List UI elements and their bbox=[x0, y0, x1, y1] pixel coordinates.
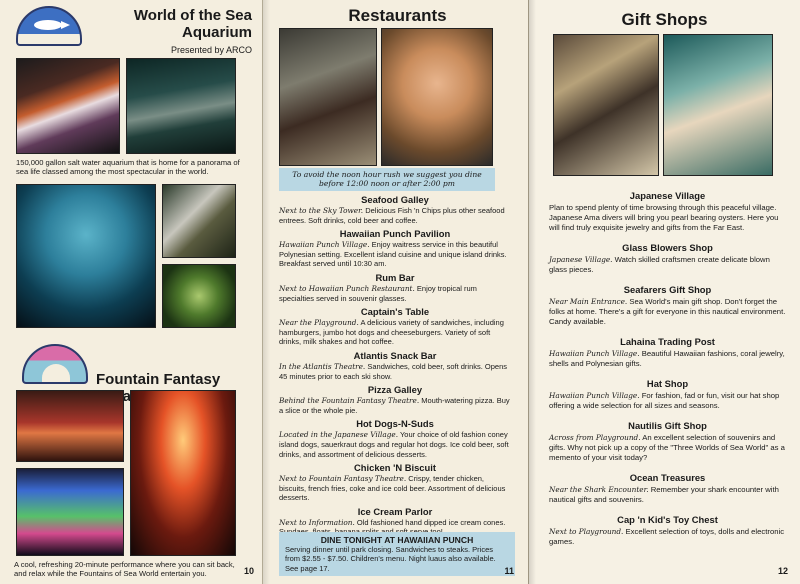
list-item: Hot Dogs-N-Suds Located in the Japanese Village. Your choice of old fashion coney island dogs, sauerkraut dogs and regular hot dogs. Ice cold beer, soft drinks, and assortment of delicious desserts. bbox=[279, 418, 509, 459]
list-item: Rum Bar Next to Hawaiian Punch Restaurant. Enjoy tropical rum specialties served in souvenir glasses. bbox=[279, 271, 477, 303]
moray-eel-photo bbox=[162, 184, 236, 258]
aquarium-title: World of the Sea Aquarium bbox=[133, 7, 252, 41]
page-number: 10 bbox=[244, 566, 255, 576]
list-item: Pizza Galley Behind the Fountain Fantasy Theatre. Mouth-watering pizza. Buy a slice or the whole pie. bbox=[279, 384, 510, 415]
child-ice-cream-photo bbox=[381, 28, 493, 166]
list-item: Ocean Treasures Near the Shark Encounter. Remember your shark encounter with nautical gifts and souvenirs. bbox=[549, 472, 779, 504]
list-item: Glass Blowers Shop Japanese Village. Watch skilled craftsmen create delicate blown glass pieces. bbox=[549, 242, 770, 274]
list-item: Japanese Village Plan to spend plenty of time browsing through this peaceful village. Japanese Ama divers will bring you pearl bearing oysters. Here you will find truly exquisite jewelry and gifts from the Far East. bbox=[549, 190, 779, 232]
list-item: Lahaina Trading Post Hawaiian Punch Village. Beautiful Hawaiian fashions, coral jewelry, shells and Polynesian gifts. bbox=[549, 336, 785, 368]
theatre-stage-photo bbox=[16, 390, 124, 462]
fountain-title: Fountain Fantasy bbox=[96, 371, 221, 388]
fountain-theatre-logo-icon bbox=[22, 344, 88, 384]
colored-fountains-photo bbox=[16, 468, 124, 556]
gift-shop-counter-photo bbox=[553, 34, 659, 176]
list-item: Atlantis Snack Bar In the Atlantis Theatre. Sandwiches, cold beer, soft drinks. Opens 45 minutes prior to each ski show. bbox=[279, 349, 508, 381]
restaurants-title: Restaurants bbox=[348, 6, 447, 25]
fountain-caption: A cool, refreshing 20-minute performance where you can sit back, and relax while the Fountains of Sea World entertain you. bbox=[14, 560, 235, 579]
aquarium-header bbox=[16, 6, 252, 55]
gift-shops-title: Gift Shops bbox=[621, 10, 708, 29]
page-restaurants bbox=[262, 0, 528, 584]
sea-world-fish-logo-icon bbox=[16, 6, 82, 46]
page-aquarium-theatre bbox=[0, 0, 262, 584]
list-item: Ice Cream Parlor Next to Information. Old fashioned hand dipped ice cream cones. bbox=[279, 505, 506, 527]
page-number: 12 bbox=[777, 566, 788, 576]
restaurant-list bbox=[279, 194, 511, 540]
presented-by: Presented by ARCO bbox=[170, 45, 252, 55]
wrasse-fish-photo bbox=[16, 58, 120, 154]
shark-photo bbox=[126, 58, 236, 154]
dinner-title: DINE TONIGHT AT HAWAIIAN PUNCH bbox=[320, 535, 474, 545]
page-gift-shops bbox=[528, 0, 800, 584]
restaurant-interior-photo bbox=[279, 28, 377, 166]
ama-diver-photo bbox=[663, 34, 773, 176]
list-item: Captain's Table Near the Playground. A delicious variety of sandwiches, including hamburgers, jumbo hot dogs and cheeseburgers. Variety of soft drinks, milk shakes and hot coffee. bbox=[279, 306, 504, 347]
list-item: Nautilis Gift Shop Across from Playground. An excellent selection of souvenirs and gifts. Why not pick up a copy of the "Three Worlds of Sea World" as a memento of your visit today? bbox=[549, 420, 785, 462]
list-item: Hawaiian Punch Pavilion Hawaiian Punch Village. Enjoy waitress service in this beautiful Polynesian setting. Excellent island cuisine and unique island drinks. Breakfast served until 10:30 am. bbox=[279, 228, 507, 269]
list-item: Cap 'n Kid's Toy Chest Next to Playground. Excellent selection of toys, dolls and electronic games. bbox=[549, 514, 785, 546]
dining-time-callout: To avoid the noon hour rush we suggest you dine before 12:00 noon or after 2:00 pm bbox=[279, 168, 495, 191]
list-item: Seafarers Gift Shop Near Main Entrance. Sea World's main gift shop. Don't forget the folks at home. There's a gift for everyone in this nautical environment. Candy available. bbox=[549, 284, 786, 326]
list-item: Hat Shop Hawaiian Punch Village. For fashion, fad or fun, visit our hat shop offering a wide selection for all sizes and seasons. bbox=[549, 378, 780, 410]
list-item: Seafood Galley Next to the Sky Tower. Delicious Fish 'n Chips plus other seafood entrees. Soft drinks, cold beer and coffee. bbox=[279, 194, 505, 225]
dinner-callout-box bbox=[279, 532, 515, 576]
dinner-text: Serving dinner until park closing. Sandwiches to steaks. Prices from $2.55 - $7.50. Children's menu. Night luaus also available. See page 17. bbox=[285, 545, 496, 573]
gift-shop-list bbox=[549, 190, 786, 556]
page-number: 11 bbox=[504, 566, 514, 576]
list-item: Chicken 'N Biscuit Next to Fountain Fantasy Theatre. Crispy, tender chicken, biscuits, french fries, coke and ice cold beer. Assortment of delicious desserts. bbox=[279, 462, 506, 503]
fountain-show-photo bbox=[130, 390, 236, 556]
aquarium-tank-photo bbox=[16, 184, 156, 328]
aquarium-caption: 150,000 gallon salt water aquarium that is home for a panorama of sea life classed among the most spectacular in the world. bbox=[16, 158, 240, 177]
sea-anemone-photo bbox=[162, 264, 236, 328]
